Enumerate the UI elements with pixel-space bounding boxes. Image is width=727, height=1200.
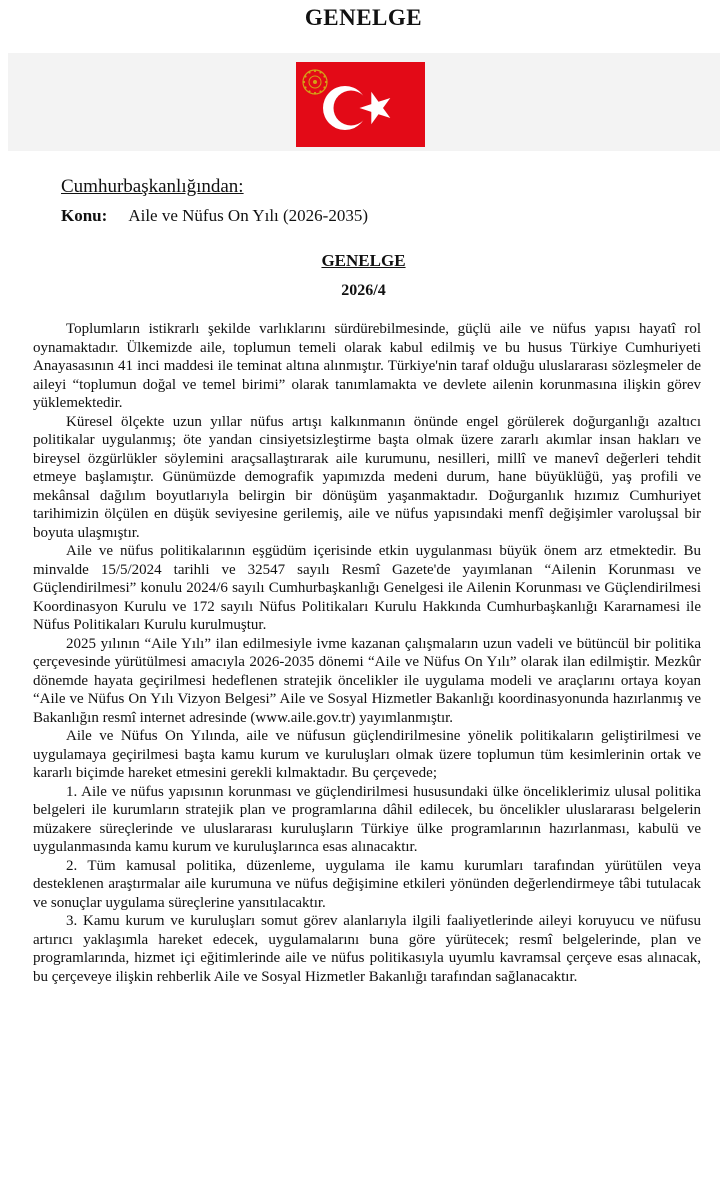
flag-svg: [296, 62, 425, 147]
paragraph: Küresel ölçekte uzun yıllar nüfus artışı kalkınmanın önünde engel görülerek doğurganlığı azaltıcı politikalar uygulanmış; öte yandan cinsiyetsizleştirme başta olmak üzere zararlı akımlar insan hakları ve bireysel özgürlükler söylemini araçsallaştırarak aile kurumunu, nesilleri, millî ve manevî değerleri tehdit etmeye başlamıştır. Günümüzde demografik yapımızda medeni durum, hane büyüklüğü, yaş profili ve mekânsal dağılım boyutlarıyla belirgin bir dönüşüm yaşanmaktadır. Doğurganlık hızımız Cumhuriyet tarihimizin ölçülen en düşük seviyesine gerilemiş, aile ve nüfus yapısındaki menfî değişimler varoluşsal bir boyuta ulaşmıştır.: [33, 413, 701, 541]
paragraph: 2. Tüm kamusal politika, düzenleme, uygulama ile kamu kurumları tarafından yürütülen veya desteklenen araştırmalar aile kurumuna ve nüfus değişimine etkileri yönünden değerlendirmeye tâbi tutulacak ve sonuçlar uygulama süreçlerine yansıtılacaktır.: [33, 857, 701, 911]
paragraph: 1. Aile ve nüfus yapısının korunması ve güçlendirilmesi hususundaki ülke önceliklerimiz ulusal politika belgeleri ile kurumların stratejik plan ve programlarına dâhil edilecek, bu öncelikler uluslararası belgelerin müzakere süreçlerinde ve uluslararası kuruluşların Türkiye ülke programlarının hazırlanması, kabulü ve uygulanmasında kamu kurum ve kuruluşlarınca esas alınacaktır.: [33, 783, 701, 855]
subject-label: Konu:: [61, 206, 108, 225]
masthead-title: GENELGE: [304, 5, 423, 30]
paragraph: 2025 yılının “Aile Yılı” ilan edilmesiyle ivme kazanan çalışmaların uzun vadeli ve bütüncül bir politika çerçevesinde yürütülmesi amacıyla 2026-2035 dönemi “Aile ve Nüfus On Yılı” olarak ilan edilmiştir. Mezkûr dönemde hayata geçirilmesi hedeflenen stratejik öncelikler ile uygulama modeli ve araçlarını ortaya koyan “Aile ve Nüfus On Yılı Vizyon Belgesi” Aile ve Sosyal Hizmetler Bakanlığı koordinasyonunda hazırlanmış ve Bakanlığın resmî internet adresinde (www.aile.gov.tr) yayımlanmıştır.: [33, 635, 701, 726]
subject-value: Aile ve Nüfus On Yılı (2026-2035): [128, 206, 369, 225]
paragraph: Toplumların istikrarlı şekilde varlıklarını sürdürebilmesinde, güçlü aile ve nüfus yapısı hayatî rol oynamaktadır. Ülkemizde aile, toplumun temeli olarak kabul edilmiş ve bu husus Türkiye Cumhuriyeti Anayasasının 41 inci maddesi ile teminat altına alınmıştır. Türkiye'nin taraf olduğu uluslararası sözleşmeler de aileyi “toplumun doğal ve temel birimi” olarak tanımlamakta ve devlete ailenin korunmasına ilişkin görev yüklemektedir.: [33, 321, 701, 411]
issuer-heading: Cumhurbaşkanlığından:: [61, 176, 244, 197]
document-title: GENELGE: [321, 251, 406, 270]
subject-line: [61, 204, 368, 228]
turkish-flag-icon: [296, 62, 425, 147]
paragraph: Aile ve Nüfus On Yılında, aile ve nüfusun güçlendirilmesine yönelik politikaların geliştirilmesi ve uygulamaya geçirilmesi başta kamu kurum ve kuruluşları olmak üzere toplumun tüm kesimlerinin ortak ve kararlı biçimde hareket etmesini gerekli kılmaktadır. Bu çerçevede;: [33, 728, 701, 781]
paragraph: 3. Kamu kurum ve kuruluşları somut görev alanlarıyla ilgili faaliyetlerinde aileyi koruyucu ve nüfusu artırıcı yaklaşımla hareket edecek, uygulamalarını buna göre yürütecek; resmî belgelerinde, plan ve programlarında, hizmet içi eğitimlerinde aile ve nüfus politikasıyla uyumlu kavramsal çerçeve esas alınacak, bu çerçeveye ilişkin rehberlik Aile ve Sosyal Hizmetler Bakanlığı tarafından sağlanacaktır.: [33, 913, 701, 985]
document-body: [33, 320, 701, 986]
document-number: 2026/4: [341, 282, 386, 299]
paragraph: Aile ve nüfus politikalarının eşgüdüm içerisinde etkin uygulanması büyük önem arz etmektedir. Bu minvalde 15/5/2024 tarihli ve 32547 sayılı Resmî Gazete'de yayımlanan “Ailenin Korunması ve Güçlendirilmesi” konulu 2024/6 sayılı Cumhurbaşkanlığı Genelgesi ile Ailenin Korunması ve Güçlendirilmesi Koordinasyon Kurulu ve 172 sayılı Nüfus Politikaları Kurulu Hakkında Cumhurbaşkanlığı Kararnamesi ile Nüfus Politikaları Kurulu kurulmuştur.: [33, 543, 701, 633]
